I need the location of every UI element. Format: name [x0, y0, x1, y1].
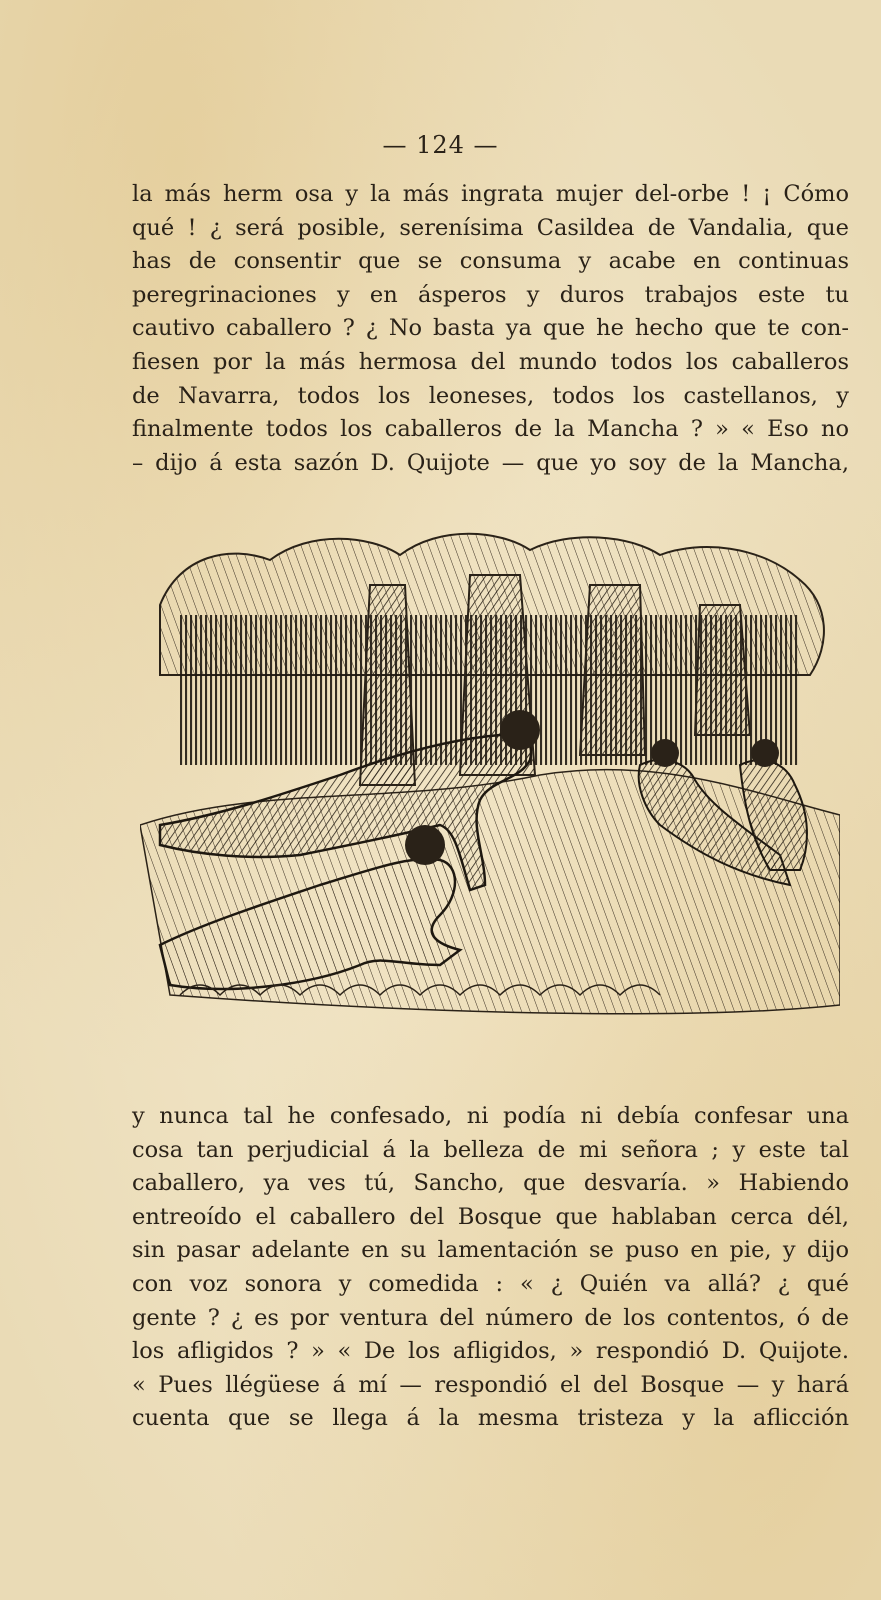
text-line: y nunca tal he confesado, ni podía ni debía confesar una: [132, 1103, 849, 1129]
text-line: finalmente todos los caballeros de la Mancha ? » « Eso no: [132, 416, 849, 443]
text-line: caballero, ya ves tú, Sancho, que desvaría. » Habiendo: [132, 1170, 849, 1197]
text-line: los afligidos ? » « De los afligidos, » respondió D. Quijote.: [132, 1338, 849, 1365]
text-line: has de consentir que se consuma y acabe en continuas: [132, 248, 849, 275]
text-line: cuenta que se llega á la mesma tristeza y la aflicción: [132, 1405, 849, 1432]
forest-engraving: [140, 525, 840, 1035]
text-line: – dijo á esta sazón D. Quijote — que yo soy de la Mancha,: [132, 449, 849, 476]
text-line: sin pasar adelante en su lamentación se puso en pie, y dijo: [132, 1237, 849, 1264]
text-line: fiesen por la más hermosa del mundo todos los caballeros: [132, 348, 849, 375]
text-line: « Pues llégüese á mí — respondió el del Bosque — y hará: [132, 1371, 849, 1398]
page-number: — 124 —: [382, 131, 499, 159]
text-block-bottom: [132, 1100, 849, 1436]
text-line: qué ! ¿ será posible, serenísima Casildea de Vandalia, que: [132, 214, 849, 241]
text-line: cosa tan perjudicial á la belleza de mi señora ; y este tal: [132, 1136, 849, 1163]
text-line: la más herm osa y la más ingrata mujer del-orbe ! ¡ Cómo: [132, 181, 849, 207]
text-line: con voz sonora y comedida : « ¿ Quién va allá? ¿ qué: [132, 1270, 849, 1297]
text-line: cautivo caballero ? ¿ No basta ya que he hecho que te con-: [132, 315, 849, 342]
text-line: de Navarra, todos los leoneses, todos los castellanos, y: [132, 382, 849, 409]
text-line: gente ? ¿ es por ventura del número de los contentos, ó de: [132, 1304, 849, 1331]
text-line: peregrinaciones y en ásperos y duros trabajos este tu: [132, 281, 849, 308]
text-line: entreoído el caballero del Bosque que hablaban cerca dél,: [132, 1203, 849, 1230]
text-block-top: [132, 178, 849, 480]
engraving-illustration: [140, 525, 840, 1035]
